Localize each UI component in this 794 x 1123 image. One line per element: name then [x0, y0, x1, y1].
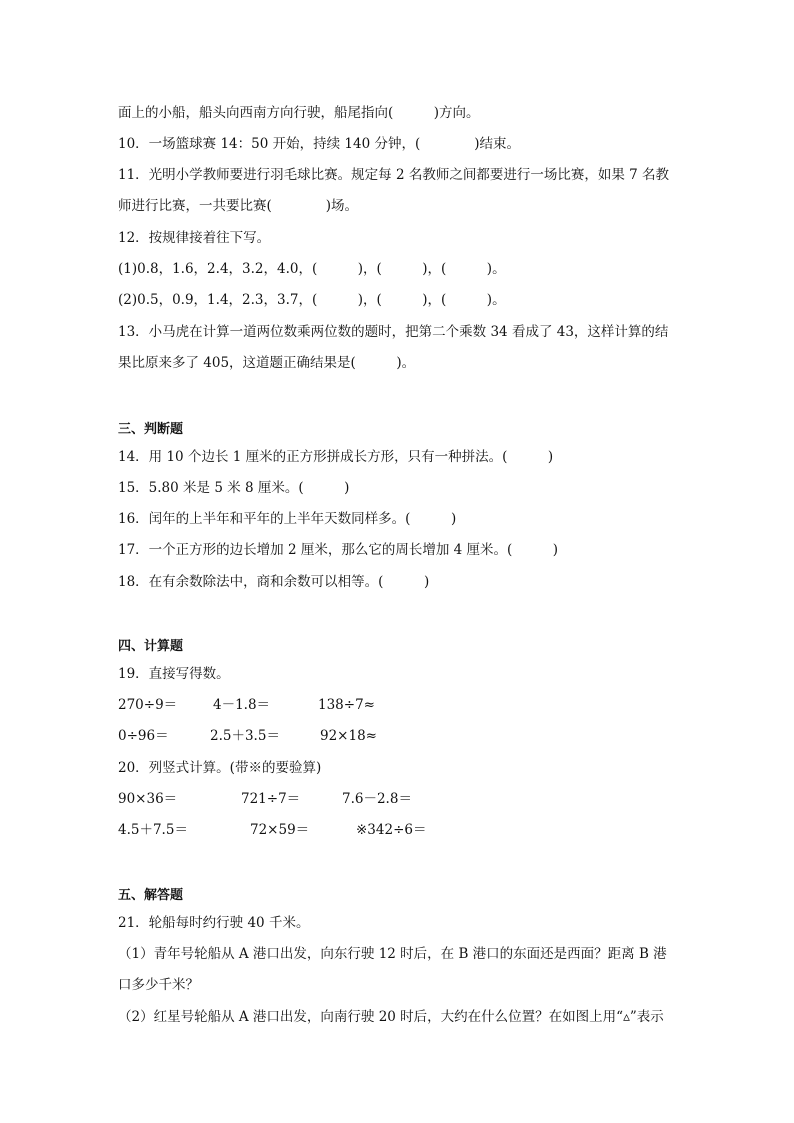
section-5-heading: 五、解答题 [118, 888, 184, 903]
question-12-part-2: (2)0.5，0.9，1.4，2.3，3.7，( )，( )，( )。 [118, 292, 506, 308]
calc-item: ※342÷6＝ [356, 822, 427, 838]
question-19: 19．直接写得数。 [118, 666, 230, 682]
question-16: 16．闰年的上半年和平年的上半年天数同样多。( ) [118, 511, 457, 527]
section-3-heading: 三、判断题 [118, 422, 184, 437]
question-17: 17．一个正方形的边长增加 2 厘米，那么它的周长增加 4 厘米。( ) [118, 542, 559, 558]
calc-item: 4.5＋7.5＝ [118, 822, 188, 838]
section-4-heading: 四、计算题 [118, 639, 184, 654]
calc-item: 90×36＝ [118, 791, 178, 807]
question-12-part-1: (1)0.8，1.6，2.4，3.2，4.0，( )，( )，( )。 [118, 261, 506, 277]
calc-item: 4－1.8＝ [213, 697, 271, 713]
question-13-line-1: 13．小马虎在计算一道两位数乘两位数的题时，把第二个乘数 34 看成了 43，这样计算的结 [118, 324, 669, 340]
question-15: 15．5.80 米是 5 米 8 厘米。( ) [118, 480, 350, 496]
question-12: 12．按规律接着往下写。 [118, 230, 271, 246]
question-20: 20．列竖式计算。(带※的要验算) [118, 760, 322, 776]
calc-item: 72×59＝ [250, 822, 310, 838]
question-21-part-2: （2）红星号轮船从 A 港口出发，向南行驶 20 时后，大约在什么位置？在如图上用“▵”表示 [118, 1009, 664, 1025]
question-21-part-1-line-2: 口多少千米？ [118, 977, 199, 993]
calc-item: 270÷9＝ [118, 697, 178, 713]
question-9-continuation: 面上的小船，船头向西南方向行驶，船尾指向( )方向。 [118, 105, 480, 121]
question-10: 10．一场篮球赛 14：50 开始，持续 140 分钟，( )结束。 [118, 136, 521, 152]
question-21-part-1-line-1: （1）青年号轮船从 A 港口出发，向东行驶 12 时后，在 B 港口的东面还是西面？距离 B 港 [118, 946, 667, 962]
question-18: 18．在有余数除法中，商和余数可以相等。( ) [118, 574, 430, 590]
question-11-line-1: 11．光明小学教师要进行羽毛球比赛。规定每 2 名教师之间都要进行一场比赛，如果 7 名教 [118, 167, 670, 183]
calc-item: 2.5＋3.5＝ [210, 728, 280, 744]
calc-item: 92×18≈ [320, 728, 377, 744]
question-11-line-2: 师进行比赛，一共要比赛( )场。 [118, 198, 359, 214]
question-14: 14．用 10 个边长 1 厘米的正方形拼成长方形，只有一种拼法。( ) [118, 449, 554, 465]
calc-item: 7.6－2.8＝ [342, 791, 412, 807]
question-21: 21．轮船每时约行驶 40 千米。 [118, 915, 310, 931]
calc-item: 721÷7＝ [241, 791, 301, 807]
question-13-line-2: 果比原来多了 405，这道题正确结果是( )。 [118, 355, 416, 371]
calc-item: 0÷96＝ [118, 728, 169, 744]
calc-item: 138÷7≈ [318, 697, 375, 713]
